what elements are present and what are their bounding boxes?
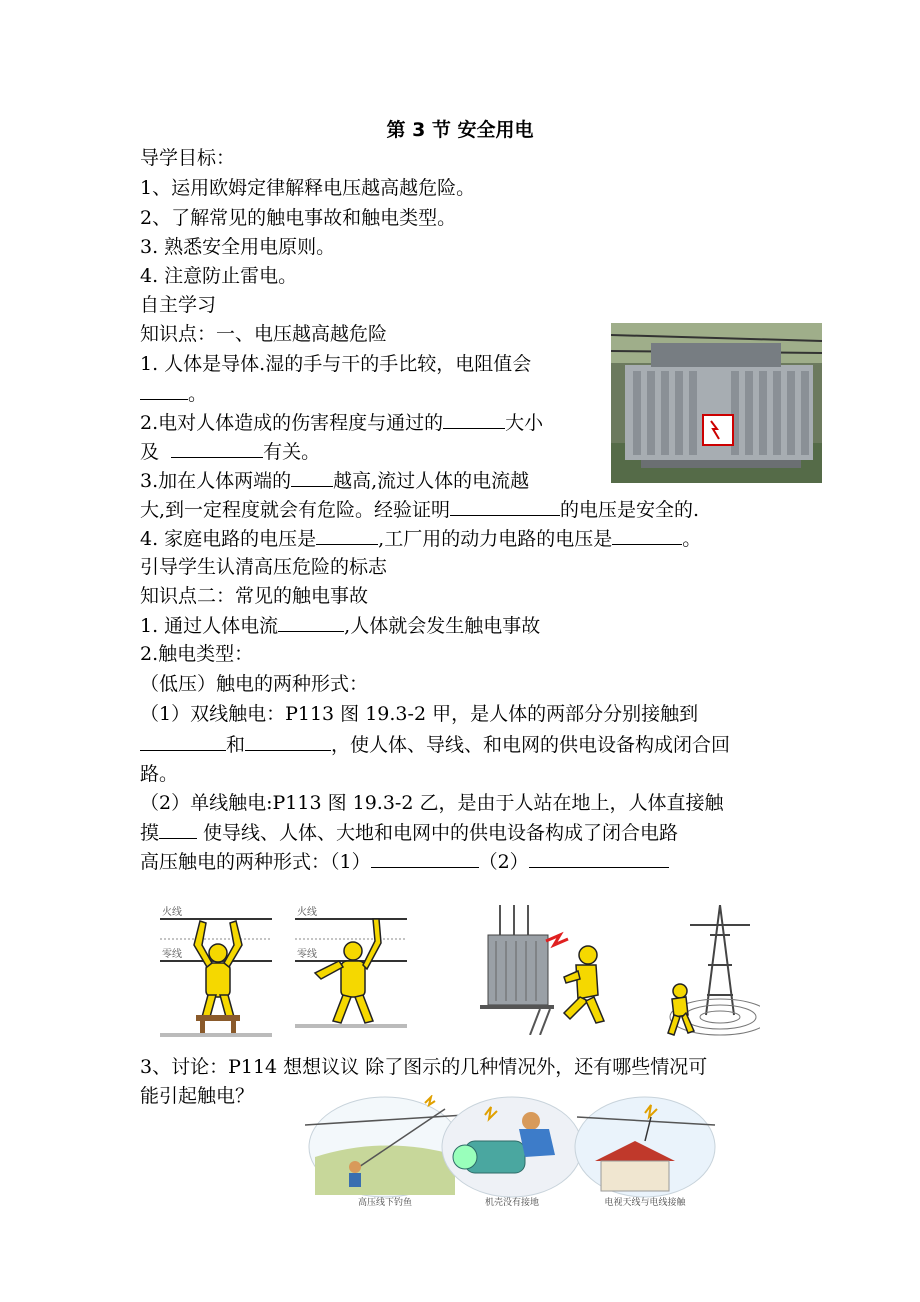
antenna-contact-icon (575, 1097, 715, 1207)
answer-blank[interactable] (529, 849, 669, 868)
answer-blank[interactable] (291, 468, 333, 487)
answer-blank[interactable] (159, 820, 197, 839)
svg-text:零线: 零线 (297, 949, 317, 960)
question-line: 3.加在人体两端的 越高,流过人体的电流越 (140, 470, 530, 492)
goal-2: 2、了解常见的触电事故和触电类型。 (140, 207, 457, 229)
discussion-line: 能引起触电？ (140, 1085, 255, 1107)
instruction-line: 引导学生认清高压危险的标志 (140, 556, 388, 578)
answer-blank[interactable] (371, 849, 479, 868)
question-line: 1. 通过人体电流 ,人体就会发生触电事故 (140, 615, 541, 637)
fishing-icon (305, 1097, 465, 1207)
svg-text:电视天线与电线接触: 电视天线与电线接触 (604, 1198, 686, 1207)
question-line: 高压触电的两种形式：（1） （2） (140, 849, 669, 874)
arc-shock-icon (480, 905, 612, 1035)
question-line: （2）单线触电:P113 图 19.3-2 乙，是由于人站在地上，人体直接触 (140, 792, 724, 814)
question-line: 1. 人体是导体.湿的手与干的手比较，电阻值会 (140, 353, 532, 375)
question-line: 。 (140, 381, 207, 406)
ungrounded-motor-icon (442, 1097, 582, 1207)
discussion-figure (305, 1095, 720, 1207)
discussion-line: 3、讨论：P114 想想议议 除了图示的几种情况外，还有哪些情况可 (140, 1056, 708, 1078)
answer-blank[interactable] (140, 381, 188, 400)
answer-blank[interactable] (278, 613, 344, 632)
answer-blank[interactable] (443, 410, 505, 429)
answer-blank[interactable] (171, 439, 263, 458)
answer-blank[interactable] (245, 732, 331, 751)
answer-blank[interactable] (316, 526, 378, 545)
answer-blank[interactable] (450, 497, 560, 516)
goal-3: 3. 熟悉安全用电原则。 (140, 236, 336, 258)
question-line: 4. 家庭电路的电压是 ,工厂用的动力电路的电压是 。 (140, 528, 702, 550)
svg-text:火线: 火线 (162, 907, 182, 918)
svg-text:高压线下钓鱼: 高压线下钓鱼 (357, 1198, 413, 1207)
question-line: （低压）触电的两种形式： (140, 673, 369, 695)
goal-4: 4. 注意防止雷电。 (140, 265, 298, 287)
answer-blank[interactable] (612, 526, 682, 545)
page-title: 第 3 节 安全用电 (386, 119, 534, 141)
question-line: 大,到一定程度就会有危险。经验证明 的电压是安全的. (140, 499, 700, 521)
section-heading: 自主学习 (140, 294, 217, 316)
single-wire-shock-icon (295, 905, 407, 1030)
answer-blank[interactable] (140, 732, 226, 751)
question-line: 2.电对人体造成的伤害程度与通过的 大小 (140, 412, 544, 434)
double-wire-shock-icon (160, 905, 272, 1040)
question-line: （1）双线触电：P113 图 19.3-2 甲，是人体的两部分分别接触到 (140, 703, 699, 725)
question-line: 及 有关。 (140, 441, 321, 463)
svg-text:零线: 零线 (162, 949, 182, 960)
step-voltage-icon (650, 905, 760, 1040)
question-line: 路。 (140, 763, 179, 785)
section-heading: 导学目标： (140, 147, 236, 169)
knowledge-point-2: 知识点二：常见的触电事故 (140, 585, 369, 607)
question-line: 2.触电类型： (140, 643, 254, 665)
svg-text:机壳没有接地: 机壳没有接地 (484, 1198, 540, 1207)
question-line: 和 ，使人体、导线、和电网的供电设备构成闭合回 (140, 732, 730, 757)
goal-1: 1、运用欧姆定律解释电压越高越危险。 (140, 177, 476, 199)
transformer-photo (611, 323, 822, 483)
knowledge-point-1: 知识点：一、电压越高越危险 (140, 323, 388, 345)
svg-text:火线: 火线 (297, 907, 317, 918)
question-line: 摸 使导线、人体、大地和电网中的供电设备构成了闭合电路 (140, 822, 679, 844)
